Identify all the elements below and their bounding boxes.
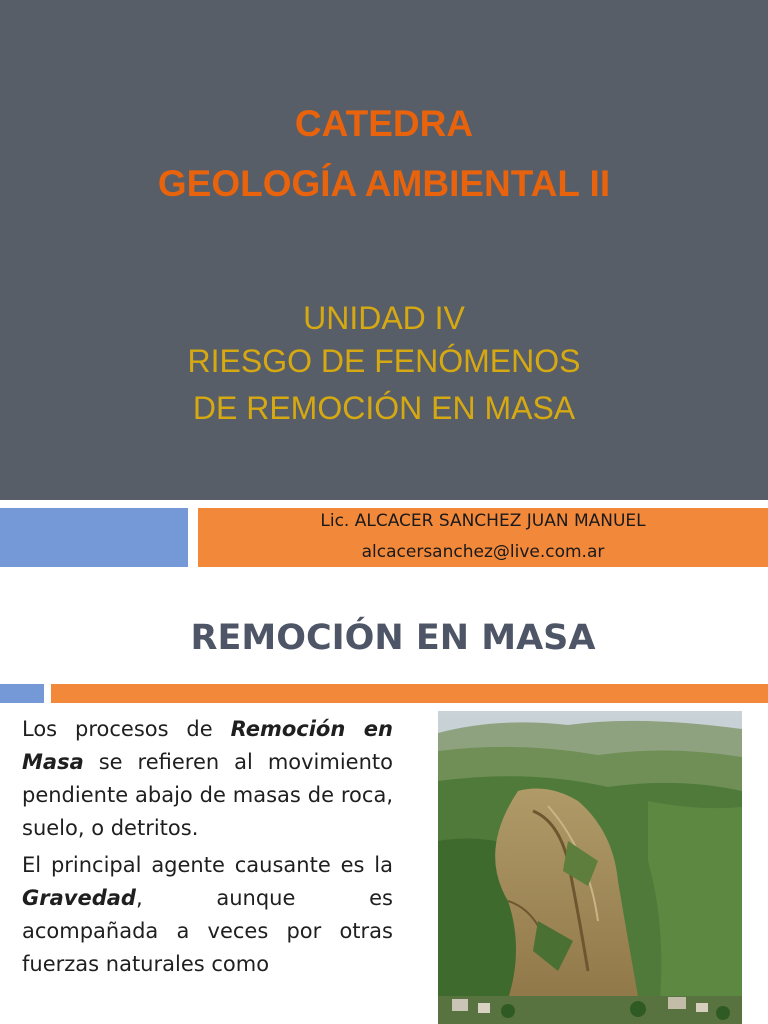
subtitle-line-1: UNIDAD IV (303, 300, 465, 336)
accent-bar-blue (0, 508, 188, 567)
p1-text-a: Los procesos de (22, 717, 231, 741)
p1-emphasis: Remoción en Masa (22, 717, 393, 774)
body-text (22, 713, 393, 985)
heading-bar-orange (51, 684, 768, 703)
author-email: alcacersanchez@live.com.ar (361, 542, 605, 562)
title-slide (0, 0, 768, 500)
landslide-photo (438, 711, 742, 1024)
title-line-1: CATEDRA (294, 103, 474, 144)
paragraph-1 (22, 713, 393, 845)
title-line-2: GEOLOGÍA AMBIENTAL II (157, 163, 611, 204)
heading-bar-blue (0, 684, 44, 703)
author-name: Lic. ALCACER SANCHEZ JUAN MANUEL (320, 511, 646, 531)
p1-text-c: se refieren al movimiento pendiente abajo de masas de roca, suelo, o detritos. (22, 750, 393, 840)
p2-text-a: El principal agente causante es la (22, 853, 393, 877)
p2-emphasis: Gravedad (22, 886, 136, 910)
subtitle-line-3: DE REMOCIÓN EN MASA (192, 390, 576, 426)
subtitle-line-2: RIESGO DE FENÓMENOS (187, 343, 581, 379)
paragraph-2 (22, 849, 393, 981)
slide-heading: REMOCIÓN EN MASA (190, 618, 596, 658)
p2-text-c: , aunque es acompañada a veces por otras fuerzas naturales como (22, 886, 393, 976)
